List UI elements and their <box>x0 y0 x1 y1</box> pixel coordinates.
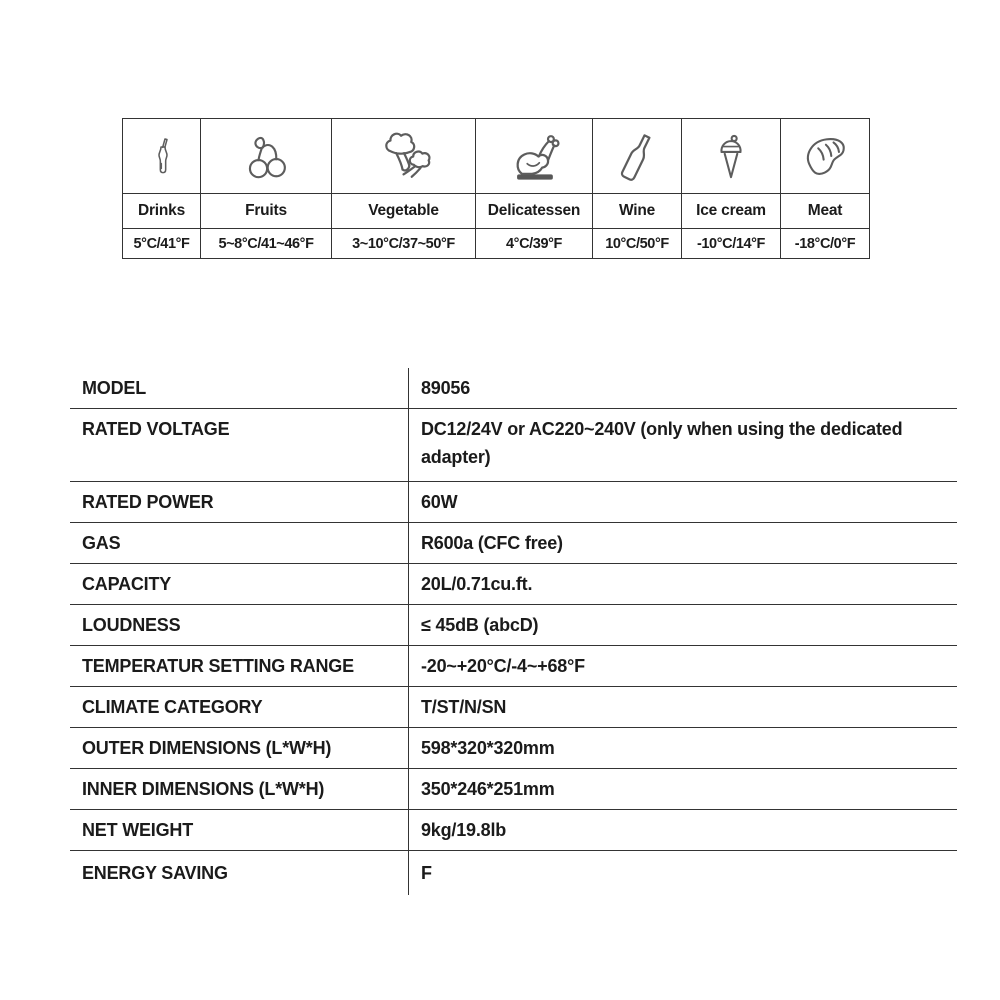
category-label: Wine <box>593 194 682 229</box>
spec-value: 60W <box>408 482 957 522</box>
spec-row-model <box>70 368 957 409</box>
spec-label: CAPACITY <box>82 574 172 594</box>
category-temp: 5~8°C/41~46°F <box>201 229 332 259</box>
category-temp: 3~10°C/37~50°F <box>332 229 476 259</box>
category-label: Meat <box>781 194 870 229</box>
ice-cream-cone-icon <box>682 119 781 194</box>
cherries-icon <box>201 119 332 194</box>
roast-chicken-icon <box>476 119 593 194</box>
spec-value: 89056 <box>408 368 957 408</box>
spec-label: MODEL <box>82 378 146 398</box>
spec-row-temperatur-setting-range <box>70 646 957 687</box>
spec-label: CLIMATE CATEGORY <box>82 697 263 717</box>
spec-row-climate-category <box>70 687 957 728</box>
spec-label: GAS <box>82 533 121 553</box>
spec-row-inner-dimensions-l-w-h <box>70 769 957 810</box>
spec-value: -20~+20°C/-4~+68°F <box>408 646 957 686</box>
spec-row-net-weight <box>70 810 957 851</box>
spec-value: T/ST/N/SN <box>408 687 957 727</box>
category-temperature-table <box>122 118 870 259</box>
specifications-table <box>70 368 957 895</box>
spec-label: RATED VOLTAGE <box>82 419 230 439</box>
spec-label: LOUDNESS <box>82 615 181 635</box>
spec-label: NET WEIGHT <box>82 820 193 840</box>
spec-label: RATED POWER <box>82 492 214 512</box>
spec-label: ENERGY SAVING <box>82 863 228 883</box>
spec-value: 350*246*251mm <box>408 769 957 809</box>
category-temp: 4°C/39°F <box>476 229 593 259</box>
spec-label: TEMPERATUR SETTING RANGE <box>82 656 354 676</box>
spec-label: INNER DIMENSIONS (L*W*H) <box>82 779 325 799</box>
category-temp: 5°C/41°F <box>123 229 201 259</box>
broccoli-icon <box>332 119 476 194</box>
category-label: Delicatessen <box>476 194 593 229</box>
spec-value: R600a (CFC free) <box>408 523 957 563</box>
spec-row-gas <box>70 523 957 564</box>
category-temp: 10°C/50°F <box>593 229 682 259</box>
category-label: Fruits <box>201 194 332 229</box>
spec-row-rated-voltage <box>70 409 957 482</box>
cola-bottle-icon <box>123 119 201 194</box>
spec-row-outer-dimensions-l-w-h <box>70 728 957 769</box>
spec-value: 9kg/19.8lb <box>408 810 957 850</box>
spec-row-rated-power <box>70 482 957 523</box>
category-label: Ice cream <box>682 194 781 229</box>
spec-row-capacity <box>70 564 957 605</box>
category-temp: -18°C/0°F <box>781 229 870 259</box>
spec-label: OUTER DIMENSIONS (L*W*H) <box>82 738 332 758</box>
spec-value: DC12/24V or AC220~240V (only when using the dedicated adapter) <box>408 409 957 481</box>
spec-value: 20L/0.71cu.ft. <box>408 564 957 604</box>
category-label: Vegetable <box>332 194 476 229</box>
category-temp: -10°C/14°F <box>682 229 781 259</box>
steak-icon <box>781 119 870 194</box>
spec-value: ≤ 45dB (abcD) <box>408 605 957 645</box>
category-label: Drinks <box>123 194 201 229</box>
spec-value: 598*320*320mm <box>408 728 957 768</box>
spec-value: F <box>408 851 957 895</box>
spec-row-energy-saving <box>70 851 957 895</box>
spec-row-loudness <box>70 605 957 646</box>
wine-bottle-icon <box>593 119 682 194</box>
